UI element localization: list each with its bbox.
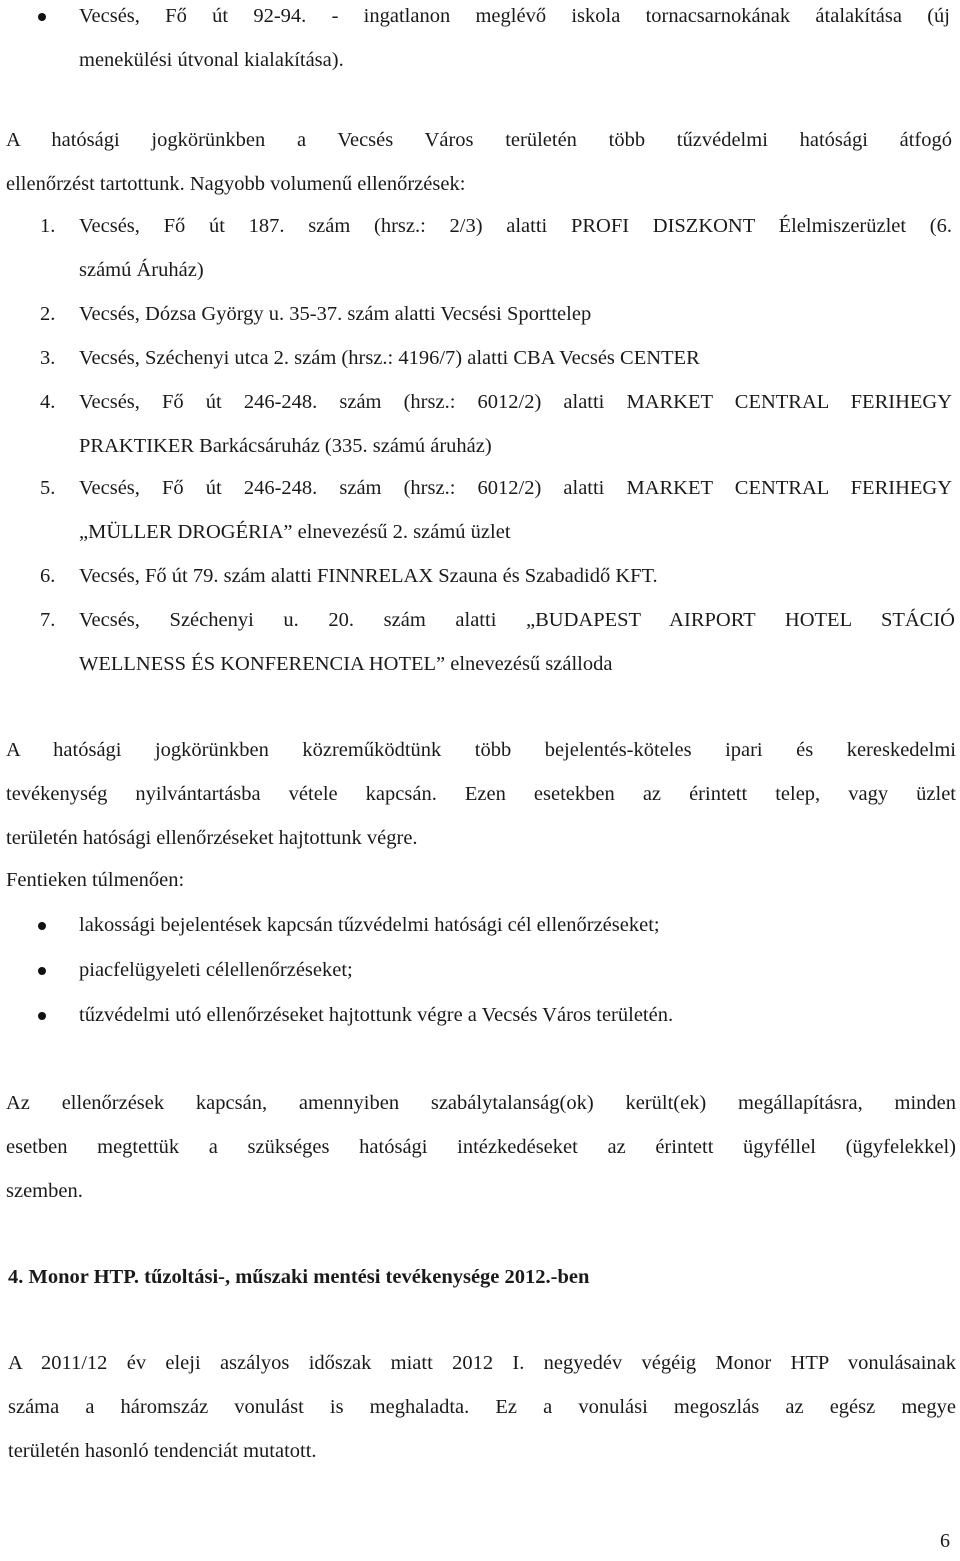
paragraph-line: területén hasonló tendenciát mutatott.	[8, 1440, 317, 1462]
bullet-text-line: Vecsés, Fő út 92-94. - ingatlanon meglévő iskola tornacsarnokának átalakítása (új	[79, 5, 950, 27]
list-number: 6.	[40, 565, 56, 587]
list-item-line: PRAKTIKER Barkácsáruház (335. számú áruház)	[79, 435, 492, 457]
paragraph-line: területén hatósági ellenőrzéseket hajtottunk végre.	[6, 827, 418, 849]
list-number: 5.	[40, 477, 56, 499]
list-number: 7.	[40, 609, 56, 631]
paragraph	[8, 1341, 956, 1473]
paragraph	[6, 1081, 956, 1213]
paragraph-line: szemben.	[6, 1180, 83, 1202]
section-heading	[8, 1255, 589, 1299]
bullet-icon	[38, 967, 46, 975]
list-item-line: számú Áruház)	[79, 259, 204, 281]
list-item-line: Vecsés, Fő út 187. szám (hrsz.: 2/3) alatti PROFI DISZKONT Élelmiszerüzlet (6.	[79, 215, 952, 237]
list-item-line: WELLNESS ÉS KONFERENCIA HOTEL” elnevezésű szálloda	[79, 653, 613, 675]
paragraph-line: A hatósági jogkörünkben a Vecsés Város területén több tűzvédelmi hatósági átfogó	[6, 129, 952, 151]
paragraph-line: ellenőrzést tartottunk. Nagyobb volumenű ellenőrzések:	[6, 173, 466, 195]
bullet-icon	[38, 1012, 46, 1020]
bullet-icon	[38, 922, 46, 930]
bullet-text-line: piacfelügyeleti célellenőrzéseket;	[79, 959, 353, 981]
paragraph-line: száma a háromszáz vonulást is meghaladta. Ez a vonulási megoszlás az egész megye	[8, 1396, 956, 1418]
page-number: 6	[940, 1530, 950, 1552]
paragraph	[6, 858, 184, 902]
paragraph	[6, 118, 952, 206]
paragraph-line: esetben megtettük a szükséges hatósági intézkedéseket az érintett ügyféllel (ügyfelekkel)	[6, 1136, 956, 1158]
list-item-line: Vecsés, Fő út 79. szám alatti FINNRELAX Szauna és Szabadidő KFT.	[79, 565, 658, 587]
paragraph-line: tevékenység nyilvántartásba vétele kapcsán. Ezen esetekben az érintett telep, vagy üzlet	[6, 783, 956, 805]
list-item-line: Vecsés, Széchenyi utca 2. szám (hrsz.: 4196/7) alatti CBA Vecsés CENTER	[79, 347, 700, 369]
list-number: 2.	[40, 303, 56, 325]
bullet-text-line: lakossági bejelentések kapcsán tűzvédelmi hatósági cél ellenőrzéseket;	[79, 914, 660, 936]
paragraph-line: Az ellenőrzések kapcsán, amennyiben szabálytalanság(ok) került(ek) megállapításra, minden	[6, 1092, 956, 1114]
bullet-text-line: menekülési útvonal kialakítása).	[79, 49, 344, 71]
list-number: 3.	[40, 347, 56, 369]
list-item-line: Vecsés, Dózsa György u. 35-37. szám alatti Vecsési Sporttelep	[79, 303, 592, 325]
list-item-line: Vecsés, Fő út 246-248. szám (hrsz.: 6012/2) alatti MARKET CENTRAL FERIHEGY	[79, 391, 952, 413]
paragraph-line: A hatósági jogkörünkben közreműködtünk több bejelentés-köteles ipari és kereskedelmi	[6, 739, 956, 761]
paragraph	[6, 728, 956, 860]
list-item-line: „MÜLLER DROGÉRIA” elnevezésű 2. számú üzlet	[79, 521, 511, 543]
list-number: 1.	[40, 215, 56, 237]
list-item-line: Vecsés, Fő út 246-248. szám (hrsz.: 6012/2) alatti MARKET CENTRAL FERIHEGY	[79, 477, 952, 499]
list-item-line: Vecsés, Széchenyi u. 20. szám alatti „BUDAPEST AIRPORT HOTEL STÁCIÓ	[79, 609, 955, 631]
paragraph-line: A 2011/12 év eleji aszályos időszak miatt 2012 I. negyedév végéig Monor HTP vonulásainak	[8, 1352, 956, 1374]
section-heading-text: 4. Monor HTP. tűzoltási-, műszaki mentési tevékenysége 2012.-ben	[8, 1266, 590, 1288]
bullet-icon	[38, 13, 46, 21]
paragraph-line: Fentieken túlmenően:	[6, 869, 185, 891]
bullet-text-line: tűzvédelmi utó ellenőrzéseket hajtottunk végre a Vecsés Város területén.	[79, 1004, 674, 1026]
list-number: 4.	[40, 391, 56, 413]
